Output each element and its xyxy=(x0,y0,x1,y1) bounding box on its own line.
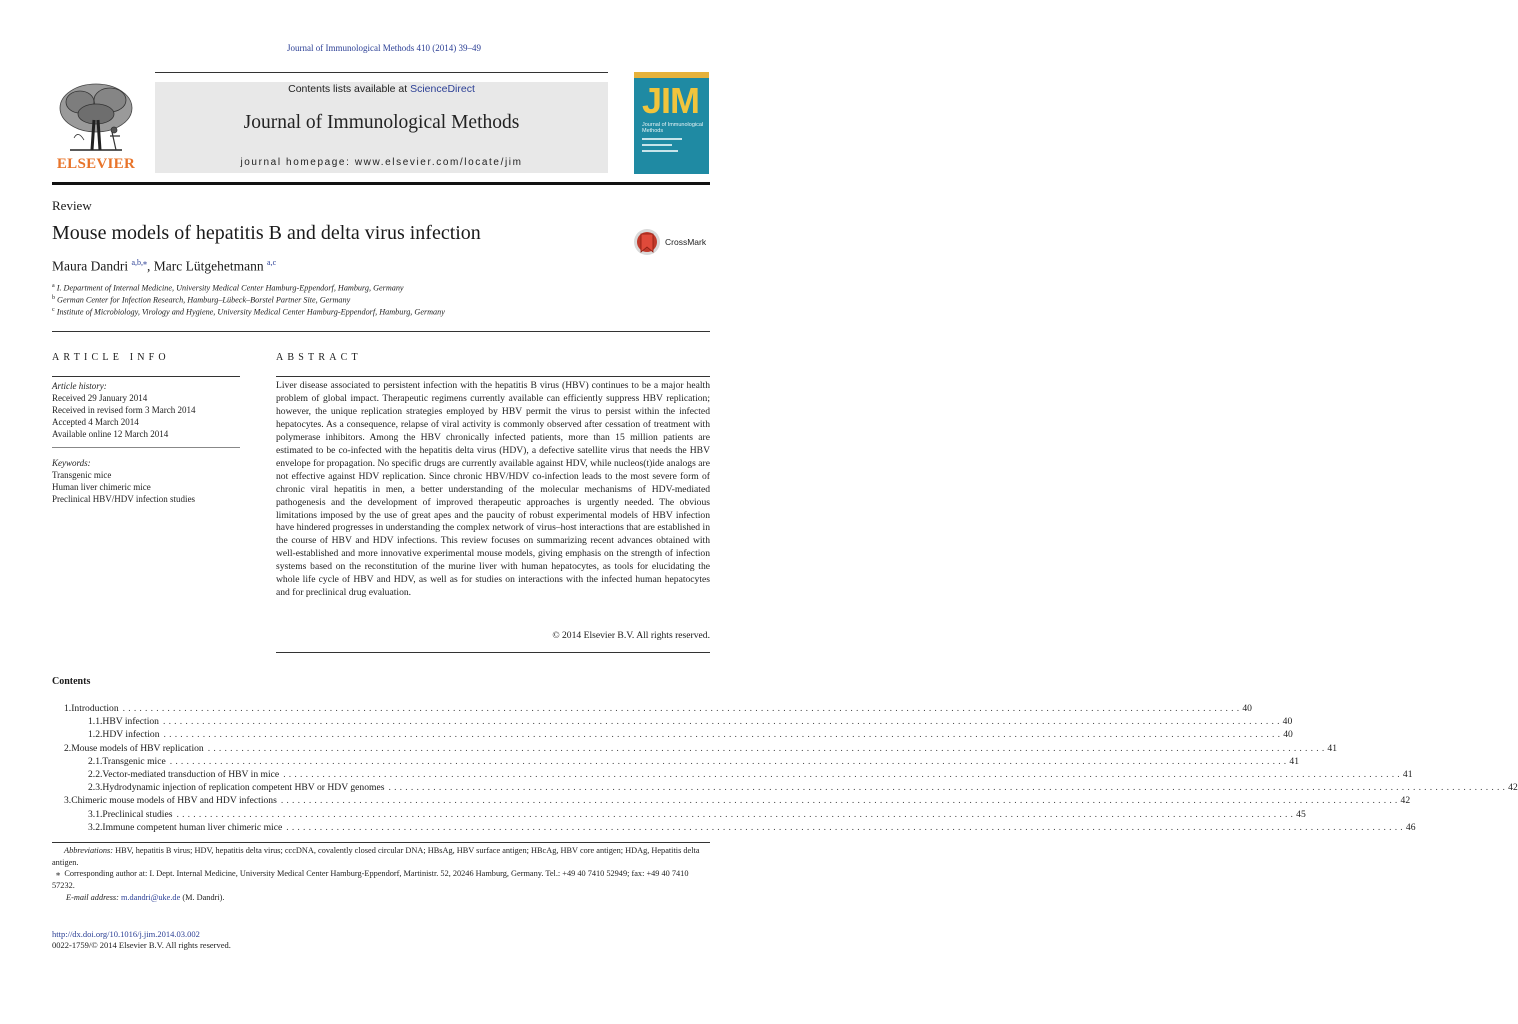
toc-entry-title[interactable]: HDV infection xyxy=(102,729,160,741)
journal-reference-link[interactable]: Journal of Immunological Methods 410 (2014) 39–49 xyxy=(287,43,481,53)
toc-leader-dots: ........................................................................................................................................................................................................ xyxy=(176,808,1297,820)
email-label: E-mail address: xyxy=(66,893,119,902)
toc-entry[interactable] xyxy=(52,728,1293,741)
sciencedirect-link[interactable]: ScienceDirect xyxy=(410,83,475,95)
toc-leader-dots: ........................................................................................................................................................................................................ xyxy=(283,769,1403,780)
toc-entry-number: 2. xyxy=(64,742,72,754)
divider xyxy=(276,376,710,377)
abstract-heading: ABSTRACT xyxy=(276,352,362,363)
doi-link[interactable]: http://dx.doi.org/10.1016/j.jim.2014.03.002 xyxy=(52,929,200,939)
affiliation-text: Institute of Microbiology, Virology and Hygiene, University Medical Center Hamburg-Eppendorf, Hamburg, Germany xyxy=(56,307,445,317)
author-affiliation-marks[interactable]: a,c xyxy=(267,258,277,267)
author-separator: , xyxy=(147,258,154,274)
journal-cover-thumbnail[interactable] xyxy=(634,72,709,174)
toc-leader-dots: ........................................................................................................................................................................................................ xyxy=(280,795,1401,807)
author-name[interactable]: Maura Dandri xyxy=(52,258,129,274)
author-affiliation-marks[interactable]: a,b,⁎ xyxy=(131,258,148,267)
journal-title: Journal of Immunological Methods xyxy=(243,112,520,133)
divider xyxy=(52,447,240,448)
affiliation-text: I. Department of Internal Medicine, University Medical Center Hamburg-Eppendorf, Hamburg, Germany xyxy=(56,283,404,293)
toc-entry-title[interactable]: Vector-mediated transduction of HBV in mice xyxy=(102,769,280,780)
online-date: Available online 12 March 2014 xyxy=(52,429,169,439)
keyword: Human liver chimeric mice xyxy=(52,482,151,492)
affiliation-mark: b xyxy=(52,295,55,301)
affiliation-mark: a xyxy=(52,283,55,289)
accepted-date: Accepted 4 March 2014 xyxy=(52,417,139,427)
toc-entry[interactable] xyxy=(52,702,1252,715)
toc-leader-dots: ........................................................................................................................................................................................................ xyxy=(388,782,1509,794)
toc-entry-title[interactable]: Chimeric mouse models of HBV and HDV infections xyxy=(71,795,277,807)
keywords-label: Keywords: xyxy=(52,458,91,468)
affiliation xyxy=(52,307,445,317)
email-link[interactable]: m.dandri@uke.de xyxy=(121,893,181,902)
toc-entry-page: 46 xyxy=(1405,821,1416,833)
keyword: Preclinical HBV/HDV infection studies xyxy=(52,494,196,504)
toc-entry-number: 2.1. xyxy=(88,755,103,767)
divider xyxy=(52,376,240,377)
cover-line xyxy=(642,138,682,140)
affiliation-mark: c xyxy=(52,307,55,313)
toc-leader-dots: ........................................................................................................................................................................................................ xyxy=(207,742,1328,754)
crossmark-button[interactable] xyxy=(632,228,712,256)
article-info-heading: ARTICLE INFO xyxy=(52,352,170,363)
corresponding-text: Corresponding author at: I. Dept. Internal Medicine, University Medical Center Hamburg-Eppendorf, Martinistr. 52, 20246 Hamburg, Germany. Tel.: +49 40 7410 52949; fax: +49 40 7410 57232. xyxy=(52,869,689,890)
article-type-label: Review xyxy=(52,198,92,213)
crossmark-icon xyxy=(632,228,662,256)
journal-homepage[interactable]: journal homepage: www.elsevier.com/locate/jim xyxy=(240,157,523,168)
abbreviations-label: Abbreviations: xyxy=(64,846,114,855)
toc-entry-number: 1. xyxy=(64,703,72,714)
crossmark-label: CrossMark xyxy=(665,237,707,247)
toc-entry[interactable] xyxy=(52,821,1416,834)
article-title: Mouse models of hepatitis B and delta virus infection xyxy=(52,222,481,244)
toc-entry-title[interactable]: HBV infection xyxy=(102,716,159,728)
toc-entry[interactable] xyxy=(52,794,1411,807)
cover-line xyxy=(642,144,672,146)
toc-entry-page: 42 xyxy=(1400,795,1411,807)
abbreviations-text: HBV, hepatitis B virus; HDV, hepatitis delta virus; cccDNA, covalently closed circular DNA; HBsAg, HBV surface antigen; HBcAg, HBV core antigen; HDAg, Hepatitis delta antigen. xyxy=(52,846,700,867)
toc-entry-page: 41 xyxy=(1289,755,1299,767)
footnote-divider xyxy=(52,842,710,843)
toc-entry-number: 3.1. xyxy=(88,808,103,820)
divider xyxy=(52,331,710,332)
toc-entry-page: 41 xyxy=(1402,769,1413,780)
cover-subtitle: Journal of Immunological Methods xyxy=(642,122,704,134)
toc-entry-page: 40 xyxy=(1283,729,1293,741)
copyright-notice: © 2014 Elsevier B.V. All rights reserved. xyxy=(552,630,710,641)
toc-entry-number: 1.1. xyxy=(88,716,103,728)
email-footnote xyxy=(52,892,710,904)
toc-entry-number: 1.2. xyxy=(88,729,103,741)
received-date: Received 29 January 2014 xyxy=(52,393,148,403)
affiliation xyxy=(52,295,350,305)
toc-leader-dots: ........................................................................................................................................................................................................ xyxy=(122,703,1243,714)
cover-title: JIM xyxy=(642,80,700,121)
author-list xyxy=(52,258,276,275)
toc-entry-title[interactable]: Transgenic mice xyxy=(102,755,166,767)
toc-entry-title[interactable]: Hydrodynamic injection of replication competent HBV or HDV genomes xyxy=(102,782,385,794)
abbreviations-footnote xyxy=(52,845,710,868)
author-name[interactable]: Marc Lütgehetmann xyxy=(153,258,264,274)
toc-entry[interactable] xyxy=(52,808,1306,821)
toc-entry-number: 3. xyxy=(64,795,72,807)
header-top-rule xyxy=(155,72,608,73)
article-history-label: Article history: xyxy=(52,381,107,391)
toc-entry-page: 41 xyxy=(1327,742,1338,754)
header-thick-rule xyxy=(52,182,710,185)
revised-date: Received in revised form 3 March 2014 xyxy=(52,405,196,415)
contents-prefix: Contents lists available at xyxy=(288,83,411,95)
toc-entry-title[interactable]: Immune competent human liver chimeric mice xyxy=(102,821,283,833)
contents-heading: Contents xyxy=(52,676,91,687)
corresponding-mark: ⁎ xyxy=(56,869,61,878)
toc-entry-page: 45 xyxy=(1296,808,1306,820)
toc-entry-page: 40 xyxy=(1242,703,1252,714)
toc-entry-title[interactable]: Introduction xyxy=(71,703,119,714)
keyword: Transgenic mice xyxy=(52,470,112,480)
contents-available-line xyxy=(155,83,608,95)
toc-entry-title[interactable]: Mouse models of HBV replication xyxy=(71,742,204,754)
toc-entry-number: 2.3. xyxy=(88,782,103,794)
toc-leader-dots: ........................................................................................................................................................................................................ xyxy=(162,716,1283,728)
toc-entry[interactable] xyxy=(52,742,1338,755)
toc-entry[interactable] xyxy=(52,781,1518,794)
toc-entry[interactable] xyxy=(52,768,1413,781)
abstract-text: Liver disease associated to persistent infection with the hepatitis B virus (HBV) continues to be a major health problem of global impact. Therapeutic regimens currently available can efficiently suppress HBV replication; however, the unique replication strategies employed by HBV permit the virus to persist within the infected hepatocytes. As a consequence, relapse of viral activity is commonly observed after cessation of treatment with polymerase inhibitors. Among the HBV chronically infected patients, more than 15 million patients are estimated to be co-infected with the hepatitis delta virus (HDV), a defective satellite virus that needs the HBV envelope for propagation. No specific drugs are currently available against HDV, while nucleos(t)ide analogs are not effective against HDV replication. Since chronic HBV/HDV co-infection leads to the most severe form of chronic viral hepatitis in men, a better understanding of the molecular mechanisms of HDV-mediated pathogenesis and the development of improved therapeutic approaches is urgently needed. The obvious limitations imposed by the use of great apes and the paucity of robust experimental models of HBV infection have hindered progresses in understanding the complex network of virus–host interactions that are established in the course of HBV and HDV infections. This review focuses on summarizing recent advances obtained with well-established and more innovative experimental mouse models, giving emphasis on the strength of infection systems based on the reconstitution of the murine liver with human hepatocytes, as tools for elucidating the whole life cycle of HBV and HDV, as well as for studies on interactions with the infected human hepatocytes and for preclinical drug evaluation. xyxy=(276,380,710,599)
elsevier-wordmark: ELSEVIER xyxy=(56,156,136,172)
toc-leader-dots: ........................................................................................................................................................................................................ xyxy=(286,821,1406,833)
toc-leader-dots: ........................................................................................................................................................................................................ xyxy=(169,755,1290,767)
toc-entry[interactable] xyxy=(52,715,1293,728)
cover-line xyxy=(642,150,678,152)
corresponding-author-footnote xyxy=(52,868,710,891)
email-suffix: (M. Dandri). xyxy=(180,893,225,902)
toc-entry-number: 3.2. xyxy=(88,821,103,833)
toc-entry-number: 2.2. xyxy=(88,769,103,780)
toc-entry-page: 42 xyxy=(1508,782,1518,794)
toc-entry-title[interactable]: Preclinical studies xyxy=(102,808,173,820)
divider xyxy=(276,652,710,653)
toc-leader-dots: ........................................................................................................................................................................................................ xyxy=(163,729,1284,741)
affiliation-text: German Center for Infection Research, Hamburg–Lübeck–Borstel Partner Site, Germany xyxy=(57,295,351,305)
cover-top-strip xyxy=(634,72,709,78)
affiliation xyxy=(52,283,404,293)
toc-entry[interactable] xyxy=(52,755,1299,768)
toc-entry-page: 40 xyxy=(1282,716,1293,728)
issn-copyright: 0022-1759/© 2014 Elsevier B.V. All rights reserved. xyxy=(52,940,231,950)
